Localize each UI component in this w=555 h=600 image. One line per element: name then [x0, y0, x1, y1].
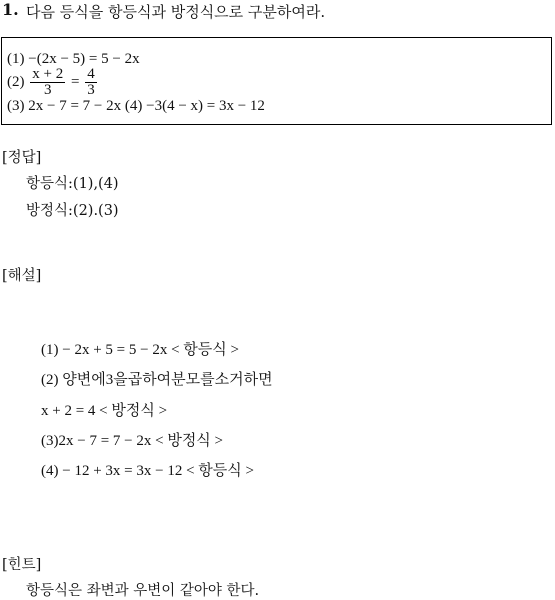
fraction-right-numerator: 4 — [87, 66, 95, 82]
fraction-left-numerator: x + 2 — [32, 66, 64, 82]
explanation-line-3: x + 2 = 4 < 방정식 > — [41, 403, 168, 419]
fraction-right — [85, 67, 97, 98]
explanation-heading: [해설] — [2, 268, 42, 284]
explanation-line-5: (4) − 12 + 3x = 3x − 12 < 항등식 > — [41, 463, 254, 479]
answer-line-1: 항등식:(1),(4) — [26, 176, 119, 192]
question-text: 다음 등식을 항등식과 방정식으로 구분하여라. — [26, 3, 326, 21]
problem-item-3-4: (3) 2x − 7 = 7 − 2x (4) −3(4 − x) = 3x − 12 — [7, 98, 265, 114]
hint-heading: [힌트] — [2, 557, 42, 573]
explanation-line-2: (2) 양변에3을곱하여분모를소거하면 — [41, 372, 273, 388]
answer-line-2: 방정식:(2).(3) — [26, 203, 119, 219]
answer-heading: [정답] — [2, 150, 42, 166]
hint-text: 항등식은 좌변과 우변이 같아야 한다. — [26, 583, 260, 599]
explanation-line-1: (1) − 2x + 5 = 5 − 2x < 항등식 > — [41, 342, 239, 358]
explanation-line-4: (3)2x − 7 = 7 − 2x < 방정식 > — [41, 433, 224, 449]
problem-item-2 — [7, 67, 99, 98]
fraction-right-denominator: 3 — [87, 82, 95, 98]
problem-item-2-label: (2) — [7, 73, 25, 90]
question-number: 1. — [2, 0, 19, 19]
problem-item-1: (1) −(2x − 5) = 5 − 2x — [7, 51, 140, 67]
fraction-left-denominator: 3 — [43, 82, 52, 98]
fraction-left — [30, 67, 65, 98]
equals-sign: = — [70, 73, 80, 90]
problem-box — [1, 37, 552, 125]
